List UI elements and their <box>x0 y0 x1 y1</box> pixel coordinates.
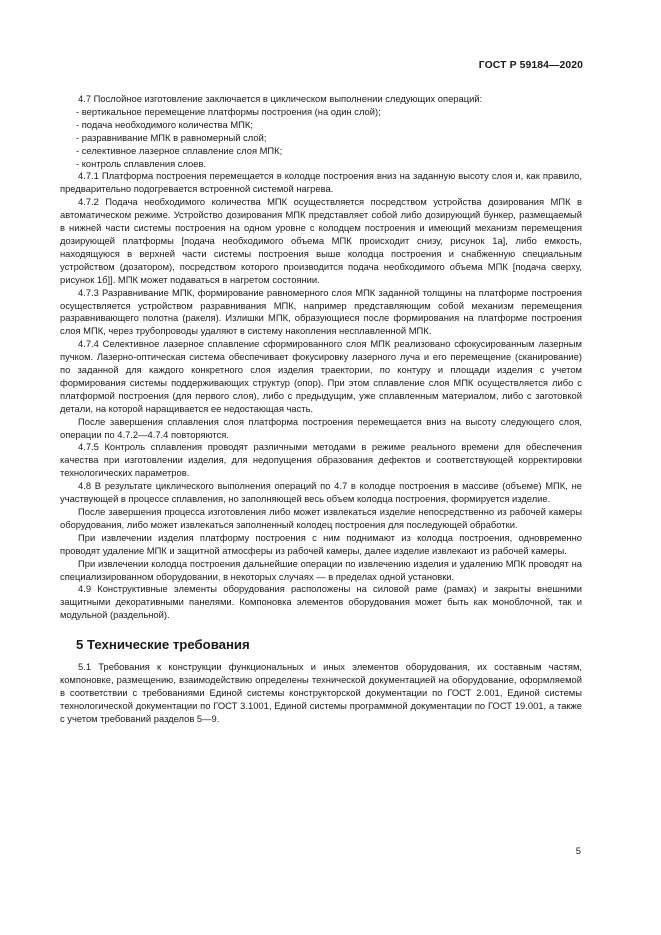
paragraph-5-1: 5.1 Требования к конструкции функциональных и иных элементов оборудования, их составным частям, компоновке, размещению, взаимодействию определены технической документацией на оборудование, оформляемой в соответствии с требованиями Единой системы конструкторской документации по ГОСТ 2.001, Единой системы технологической документации по ГОСТ 3.1001, Единой системы программной документации по ГОСТ 19.001, а также с учетом требований разделов 5—9. <box>60 661 582 724</box>
paragraph-4-8-well-removal: При извлечении колодца построения дальнейшие операции по извлечению изделия и удалению МПК проводят на специализированном оборудовании, в некоторых случаях — в пределах одной установки. <box>60 557 582 582</box>
paragraph-4-7-3: 4.7.3 Разравнивание МПК, формирование равномерного слоя МПК заданной толщины на платформе построения осуществляется устройством разравнивания МПК, например представляющим собой механизм перемещения разравнивающего полотна (ракеля). Излишки МПК, образующиеся после формирования на платформе построения слоя МПК, через трубопроводы удаляют в систему накопления несплавленной МПК. <box>60 286 582 337</box>
paragraph-4-8-extraction: После завершения процесса изготовления либо может извлекаться изделие непосредственно из рабочей камеры оборудования, либо может извлекаться заполненный колодец построения для последующей обработки. <box>60 506 582 530</box>
list-item: - вертикальное перемещение платформы построения (на один слой); <box>76 105 381 117</box>
paragraph-4-7-4: 4.7.4 Селективное лазерное сплавление сформированного слоя МПК реализовано сфокусированным лазерным пучком. Лазерно-оптическая система обеспечивает фокусировку лазерного луча и его перемещение (сканирование) по заданной для каждого конкретного слоя изделия траектории, по контуру и площади изделия с учетом формирования системы поддерживающих структур (опор). При этом сплавление слоя МПК осуществляется либо с платформой построения (для первого слоя), либо с предыдущим, уже сплавленным материалом, либо с заготовкой детали, на которой наращивается ее недостающая часть. <box>60 338 582 414</box>
paragraph-4-7-1: 4.7.1 Платформа построения перемещается в колодце построения вниз на заданную высоту слоя и, как правило, предварительно подогревается встроенной системой нагрева. <box>60 170 582 195</box>
paragraph-4-8: 4.8 В результате циклического выполнения операций по 4.7 в колодце построения в массиве (объеме) МПК, не участвующей в процессе сплавления, но заполняющей весь объем колодца построения, формируется изделие. <box>60 480 582 505</box>
section-5-heading: 5 Технические требования <box>76 637 250 653</box>
paragraph-4-7-5: 4.7.5 Контроль сплавления проводят различными методами в режиме реального времени для обеспечения качества при изготовлении изделия, для недопущения образования дефектов и соответствующей корректировки технологических параметров. <box>60 441 582 479</box>
paragraph-4-8-product-removal: При извлечении изделия платформу построения с ним поднимают из колодца построения, одновременно проводят удаление МПК и защитной атмосферы из рабочей камеры, далее изделие извлекают из рабочей камеры. <box>60 531 582 556</box>
list-item: - подача необходимого количества МПК; <box>76 118 253 130</box>
page-number: 5 <box>575 845 581 856</box>
document-standard-code: ГОСТ Р 59184—2020 <box>478 60 583 71</box>
paragraph-4-7-2: 4.7.2 Подача необходимого количества МПК осуществляется посредством устройства дозирования МПК в автоматическом режиме. Устройство дозирования МПК представляет собой либо дозирующий бункер, размещаемый в нижней части системы построения на одном уровне с колодцем построения и имеющий механизм перемещения дозирующей платформы [подача необходимого объема МПК происходит снизу, рисунок 1а], либо емкость, находящуюся в верхней части системы построения выше колодца построения и снабженную специальным устройством (дозатором), посредством которого производится подача необходимого объема МПК [подача сверху, рисунок 1б]]. МПК может подаваться в нагретом состоянии. <box>60 196 582 285</box>
list-item: - контроль сплавления слоев. <box>76 157 207 169</box>
paragraph-after-4-7-4: После завершения сплавления слоя платформа построения перемещается вниз на высоту следующего слоя, операции по 4.7.2—4.7.4 повторяются. <box>60 415 582 440</box>
paragraph-4-9: 4.9 Конструктивные элементы оборудования расположены на силовой раме (рамах) и закрыты внешними защитными декоративными панелями. Компоновка элементов оборудования может быть как моноблочной, так и модульной (раздельной). <box>60 583 582 621</box>
list-item: - селективное лазерное сплавление слоя МПК; <box>76 144 283 156</box>
list-item: - разравнивание МПК в равномерный слой; <box>76 131 267 143</box>
paragraph-4-7: 4.7 Послойное изготовление заключается в циклическом выполнении следующих операций: <box>78 93 483 104</box>
page-content <box>60 93 582 726</box>
